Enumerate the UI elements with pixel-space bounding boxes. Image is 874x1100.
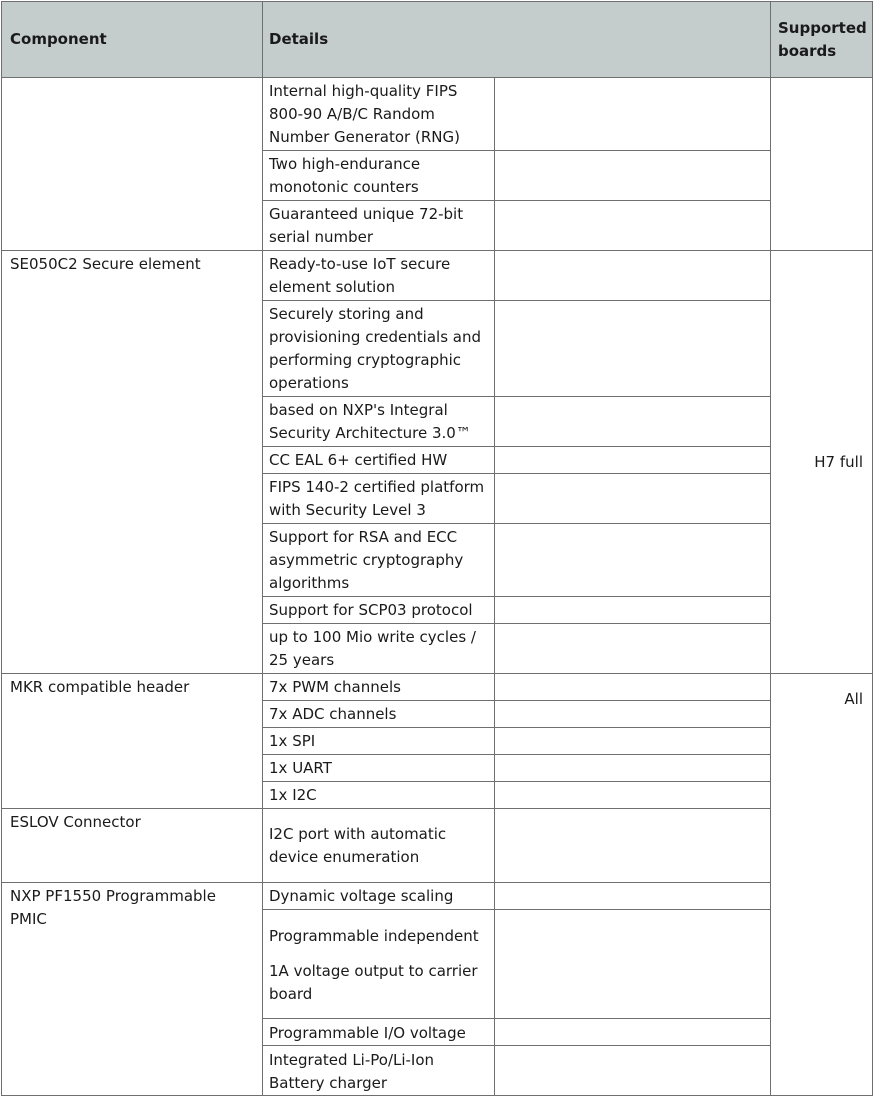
detail-ready: Ready-to-use IoT secure [269, 255, 451, 273]
detail-storing: Securely storing and [269, 305, 424, 323]
detail-uart: 1x UART [269, 759, 332, 777]
grid-line [262, 1, 263, 1096]
grid-line [1, 77, 873, 78]
detail-dvs: Dynamic voltage scaling [269, 887, 454, 905]
detail-fips: FIPS 140-2 certified platform [269, 478, 485, 496]
detail-storing-line3: performing cryptographic [269, 351, 462, 369]
header-component: Component [10, 30, 107, 48]
detail-eslov-port-line2: device enumeration [269, 848, 420, 866]
detail-write-cycles-line2: 25 years [269, 651, 335, 669]
detail-prog-output-line3: board [269, 985, 313, 1003]
detail-fips-line2: with Security Level 3 [269, 501, 426, 519]
grid-line [262, 150, 771, 151]
grid-line [1, 1, 873, 2]
grid-line [494, 77, 495, 1096]
grid-line [872, 1, 873, 1096]
grid-line [262, 623, 771, 624]
detail-nxp-arch-line2: Security Architecture 3.0™ [269, 424, 471, 442]
header-supported: Supported [778, 19, 867, 37]
grid-line [262, 781, 771, 782]
grid-line [262, 300, 771, 301]
grid-line [1, 250, 873, 251]
detail-serial: Guaranteed unique 72-bit [269, 205, 464, 223]
grid-line [1, 808, 771, 809]
detail-adc: 7x ADC channels [269, 705, 397, 723]
detail-eslov-port: I2C port with automatic [269, 825, 447, 843]
detail-ready-line2: element solution [269, 278, 396, 296]
detail-counters: Two high-endurance [269, 155, 421, 173]
detail-rng-line3: Number Generator (RNG) [269, 128, 460, 146]
detail-battery: Integrated Li-Po/Li-Ion [269, 1051, 435, 1069]
component-pmic: NXP PF1550 Programmable [10, 887, 216, 905]
detail-io-voltage: Programmable I/O voltage [269, 1024, 466, 1042]
detail-cc-eal: CC EAL 6+ certified HW [269, 451, 448, 469]
header-boards: boards [778, 42, 837, 60]
detail-rsa-ecc-line2: asymmetric cryptography [269, 551, 464, 569]
detail-scp03: Support for SCP03 protocol [269, 601, 473, 619]
grid-line [262, 446, 771, 447]
boards-all: All [844, 690, 863, 708]
grid-line [1, 673, 873, 674]
grid-line [262, 909, 771, 910]
component-eslov: ESLOV Connector [10, 813, 141, 831]
detail-prog-output: Programmable independent [269, 927, 479, 945]
grid-line [1, 1095, 873, 1096]
detail-spi: 1x SPI [269, 732, 316, 750]
detail-rsa-ecc-line3: algorithms [269, 574, 350, 592]
grid-line [262, 754, 771, 755]
detail-rng-line2: 800-90 A/B/C Random [269, 105, 435, 123]
boards-h7-full: H7 full [814, 453, 863, 471]
grid-line [262, 700, 771, 701]
detail-write-cycles: up to 100 Mio write cycles / [269, 628, 476, 646]
grid-line [262, 1045, 771, 1046]
detail-nxp-arch: based on NXP's Integral [269, 401, 448, 419]
grid-line [262, 727, 771, 728]
detail-prog-output-line2: 1A voltage output to carrier [269, 962, 478, 980]
detail-storing-line2: provisioning credentials and [269, 328, 481, 346]
detail-storing-line4: operations [269, 374, 349, 392]
grid-line [262, 200, 771, 201]
component-se050c2: SE050C2 Secure element [10, 255, 201, 273]
grid-line [262, 396, 771, 397]
grid-line [262, 523, 771, 524]
grid-line [262, 1018, 771, 1019]
detail-i2c: 1x I2C [269, 786, 317, 804]
grid-line [262, 473, 771, 474]
detail-counters-line2: monotonic counters [269, 178, 419, 196]
component-mkr-header: MKR compatible header [10, 678, 190, 696]
detail-battery-line2: Battery charger [269, 1074, 388, 1092]
detail-serial-line2: serial number [269, 228, 374, 246]
grid-line [1, 1, 2, 1096]
grid-line [262, 596, 771, 597]
detail-pwm: 7x PWM channels [269, 678, 401, 696]
detail-rsa-ecc: Support for RSA and ECC [269, 528, 458, 546]
table-header-row [1, 1, 873, 77]
detail-rng: Internal high-quality FIPS [269, 82, 458, 100]
grid-line [770, 1, 771, 1096]
header-details: Details [269, 30, 329, 48]
grid-line [1, 882, 771, 883]
component-pmic-line2: PMIC [10, 910, 47, 928]
